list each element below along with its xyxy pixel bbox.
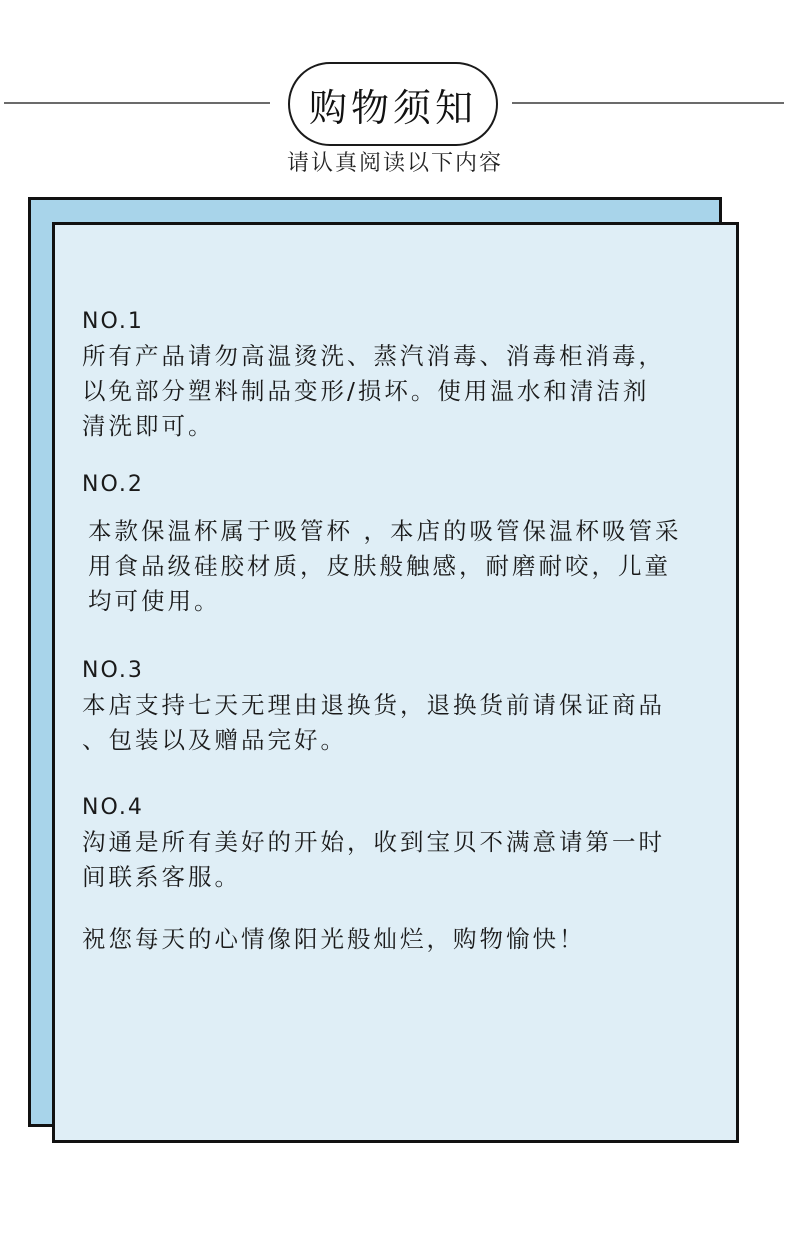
section-line: 以免部分塑料制品变形/损坏。使用温水和清洁剂: [82, 377, 650, 405]
header-divider-left: [4, 102, 270, 104]
section-number: NO.3: [82, 658, 144, 683]
section-number: NO.1: [82, 309, 144, 334]
section-line: 清洗即可。: [82, 412, 215, 440]
title-badge: [288, 62, 498, 146]
section-line: 沟通是所有美好的开始，收到宝贝不满意请第一时: [82, 828, 665, 856]
section-body: [82, 339, 722, 444]
page-subtitle: 请认真阅读以下内容: [286, 151, 503, 176]
section-line: 本款保温杯属于吸管杯 ，本店的吸管保温杯吸管采: [88, 517, 682, 545]
section-body: [82, 514, 722, 619]
notice-section-4: [82, 795, 722, 895]
section-body: [82, 825, 722, 895]
header-divider-right: [512, 102, 784, 104]
closing-message: 祝您每天的心情像阳光般灿烂，购物愉快！: [82, 925, 586, 953]
section-line: 用食品级硅胶材质，皮肤般触感，耐磨耐咬，儿童: [88, 552, 671, 580]
section-line: 所有产品请勿高温烫洗、蒸汽消毒、消毒柜消毒，: [82, 342, 665, 370]
section-number: NO.4: [82, 795, 144, 820]
section-number: NO.2: [82, 472, 144, 497]
notice-section-3: [82, 658, 722, 758]
page-title: 购物须知: [308, 85, 477, 130]
section-line: 均可使用。: [88, 587, 221, 615]
section-line: 、包装以及赠品完好。: [82, 726, 347, 754]
notice-section-2: [82, 472, 722, 619]
section-line: 本店支持七天无理由退换货，退换货前请保证商品: [82, 691, 665, 719]
section-body: [82, 688, 722, 758]
notice-section-1: [82, 309, 722, 444]
section-line: 间联系客服。: [82, 863, 241, 891]
